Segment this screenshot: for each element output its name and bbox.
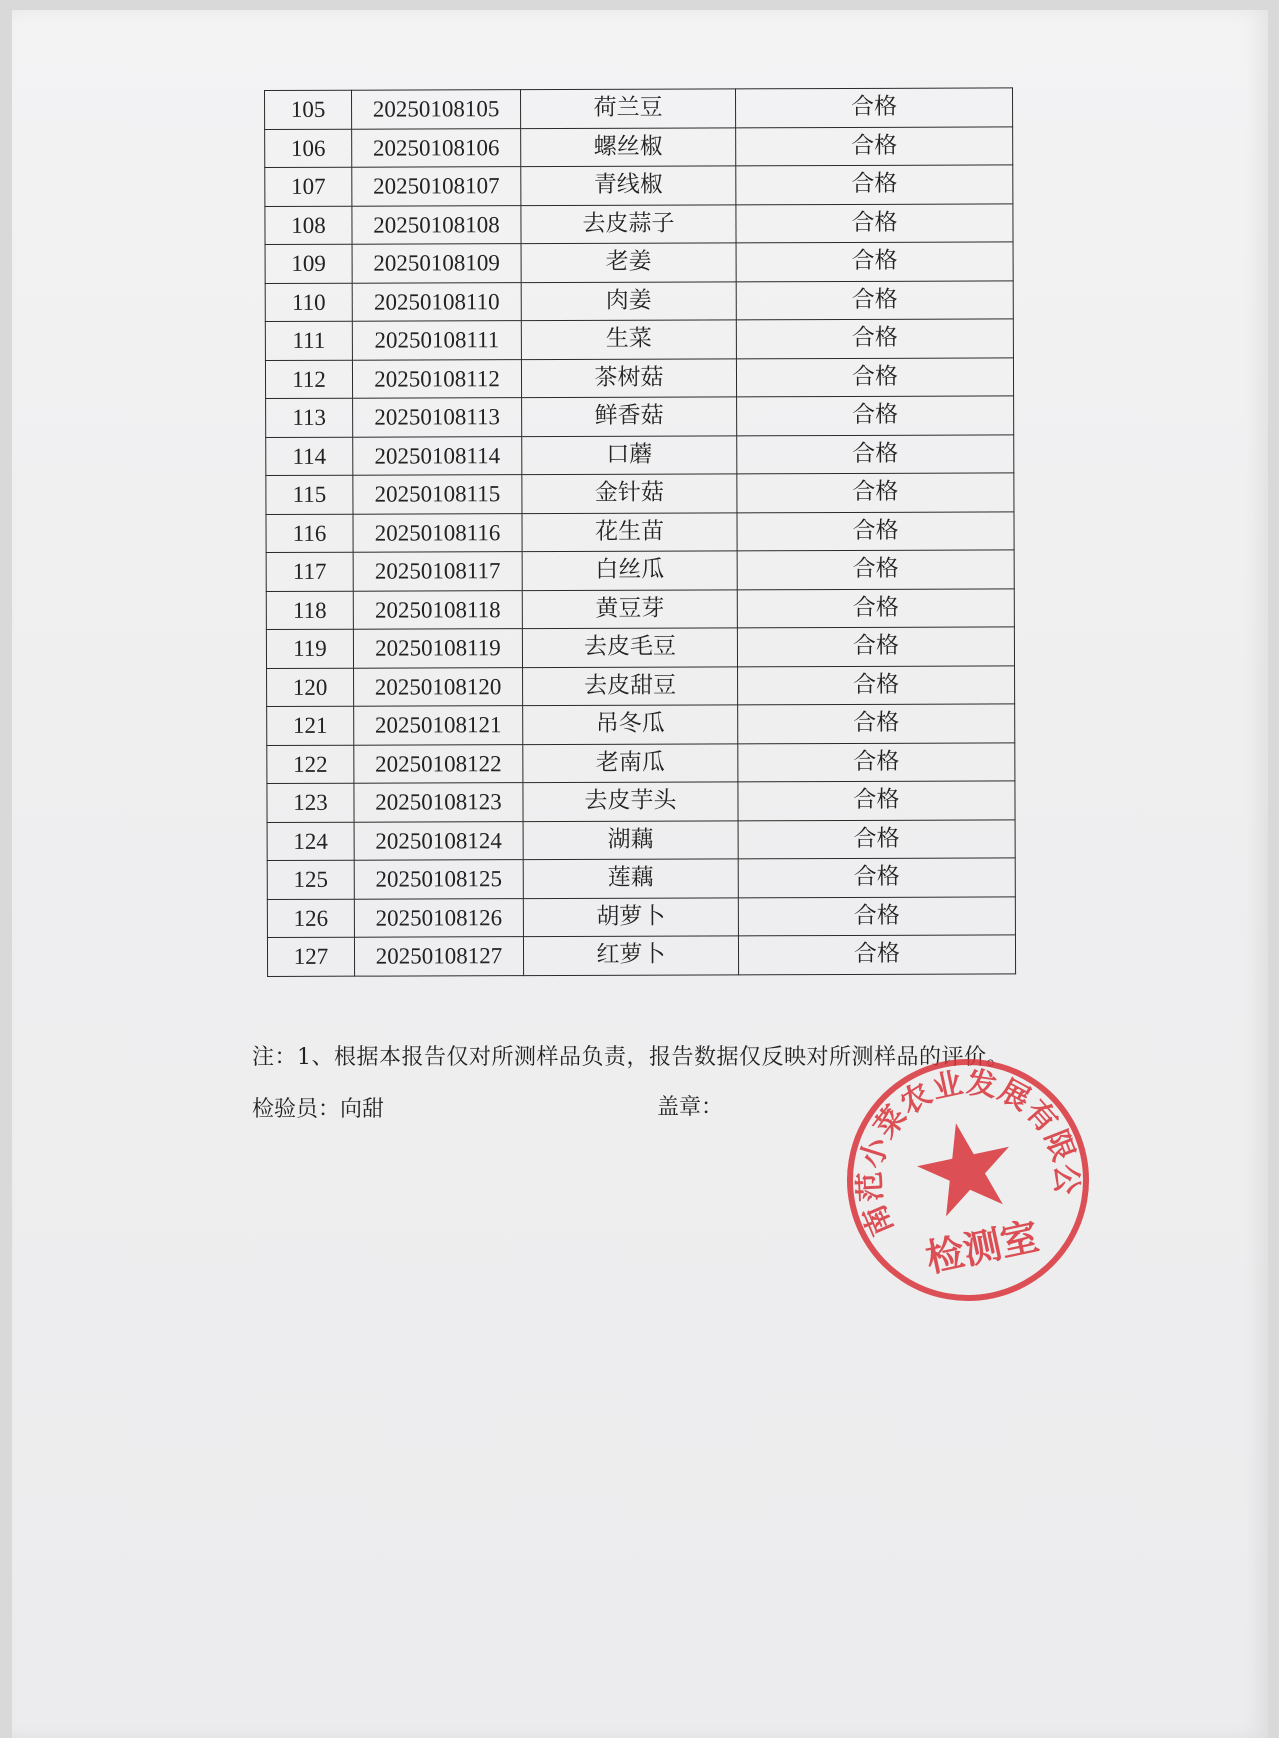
row-number-cell: 121 [267, 706, 354, 745]
table-row [267, 781, 1015, 822]
table-row [265, 126, 1013, 167]
sample-name-cell: 去皮毛豆 [522, 628, 737, 667]
sample-code-cell: 20250108120 [354, 667, 523, 706]
sample-code-cell: 20250108114 [353, 436, 522, 475]
result-cell: 合格 [737, 434, 1014, 473]
sample-code-cell: 20250108116 [353, 513, 522, 552]
sample-name-cell: 老姜 [521, 243, 736, 282]
row-number-cell: 119 [266, 629, 353, 668]
result-cell: 合格 [737, 550, 1014, 589]
table-row [265, 88, 1013, 129]
row-number-cell: 110 [265, 283, 352, 322]
sample-code-cell: 20250108119 [353, 629, 522, 668]
sample-name-cell: 去皮蒜子 [521, 204, 736, 243]
row-number-cell: 125 [267, 860, 354, 899]
row-number-cell: 115 [266, 475, 353, 514]
sample-name-cell: 老南瓜 [523, 743, 738, 782]
sample-name-cell: 金针菇 [522, 474, 737, 513]
table-row [266, 550, 1014, 591]
row-number-cell: 107 [265, 167, 352, 206]
table-row [267, 819, 1015, 860]
result-cell: 合格 [737, 396, 1014, 435]
result-cell: 合格 [738, 896, 1015, 935]
result-cell: 合格 [736, 165, 1013, 204]
row-number-cell: 116 [266, 514, 353, 553]
sample-code-cell: 20250108122 [354, 744, 523, 783]
table-row [266, 473, 1014, 514]
result-cell: 合格 [736, 126, 1013, 165]
result-cell: 合格 [736, 203, 1013, 242]
sample-code-cell: 20250108107 [352, 167, 521, 206]
seal-label: 盖章： [657, 1095, 724, 1120]
official-seal-stamp [838, 1050, 1098, 1310]
table-row [266, 627, 1014, 668]
row-number-cell: 118 [266, 591, 353, 630]
sample-code-cell: 20250108123 [354, 783, 523, 822]
sample-code-cell: 20250108127 [354, 937, 523, 976]
sample-name-cell: 茶树菇 [521, 358, 736, 397]
row-number-cell: 106 [265, 129, 352, 168]
result-cell: 合格 [738, 704, 1015, 743]
result-cell: 合格 [738, 665, 1015, 704]
row-number-cell: 117 [266, 552, 353, 591]
table-row [266, 511, 1014, 552]
row-number-cell: 122 [267, 745, 354, 784]
result-cell: 合格 [737, 588, 1014, 627]
table-row [265, 319, 1013, 360]
table-row [266, 588, 1014, 629]
sample-name-cell: 去皮甜豆 [523, 666, 738, 705]
row-number-cell: 124 [267, 822, 354, 861]
table-row [267, 858, 1015, 899]
table-row [265, 203, 1013, 244]
sample-name-cell: 口蘑 [522, 435, 737, 474]
sample-code-cell: 20250108106 [352, 128, 521, 167]
inspection-results-table [264, 87, 1016, 976]
table-body [265, 88, 1016, 976]
seal-company-text: 湖南范小菜农业发展有限公司 [852, 1065, 1084, 1241]
sample-code-cell: 20250108111 [352, 321, 521, 360]
sample-name-cell: 青线椒 [521, 166, 736, 205]
document-page [12, 10, 1268, 1738]
table-row [267, 896, 1015, 937]
result-cell: 合格 [736, 319, 1013, 358]
table-row [265, 280, 1013, 321]
row-number-cell: 105 [265, 90, 352, 129]
row-number-cell: 127 [267, 937, 354, 976]
sample-code-cell: 20250108115 [353, 475, 522, 514]
result-cell: 合格 [736, 357, 1013, 396]
result-cell: 合格 [736, 280, 1013, 319]
table-row [267, 935, 1015, 976]
row-number-cell: 120 [267, 668, 354, 707]
result-cell: 合格 [737, 511, 1014, 550]
inspector-line: 检验员：向甜 [252, 1097, 385, 1122]
sample-name-cell: 荷兰豆 [521, 89, 736, 128]
result-cell: 合格 [737, 627, 1014, 666]
result-cell: 合格 [737, 473, 1014, 512]
table-row [267, 665, 1015, 706]
table-row [265, 242, 1013, 283]
sample-name-cell: 鲜香菇 [522, 397, 737, 436]
row-number-cell: 109 [265, 244, 352, 283]
sample-name-cell: 螺丝椒 [521, 127, 736, 166]
sample-name-cell: 红萝卜 [523, 936, 738, 975]
row-number-cell: 114 [266, 437, 353, 476]
row-number-cell: 108 [265, 206, 352, 245]
sample-name-cell: 花生苗 [522, 512, 737, 551]
result-cell: 合格 [735, 88, 1012, 127]
table-row [266, 396, 1014, 437]
seal-department-text: 检测室 [922, 1214, 1043, 1281]
sample-name-cell: 吊冬瓜 [523, 705, 738, 744]
seal-star-icon [910, 1113, 1020, 1220]
sample-code-cell: 20250108112 [352, 359, 521, 398]
sample-code-cell: 20250108108 [352, 205, 521, 244]
row-number-cell: 113 [266, 398, 353, 437]
row-number-cell: 112 [265, 360, 352, 399]
result-cell: 合格 [736, 242, 1013, 281]
result-cell: 合格 [738, 781, 1015, 820]
result-cell: 合格 [738, 858, 1015, 897]
sample-name-cell: 湖藕 [523, 820, 738, 859]
sample-name-cell: 肉姜 [521, 281, 736, 320]
row-number-cell: 111 [265, 321, 352, 360]
sample-code-cell: 20250108124 [354, 821, 523, 860]
row-number-cell: 123 [267, 783, 354, 822]
sample-code-cell: 20250108117 [353, 552, 522, 591]
report-note: 注：1、根据本报告仅对所测样品负责，报告数据仅反映对所测样品的评价。 [252, 1045, 1009, 1070]
table-row [267, 704, 1015, 745]
sample-name-cell: 去皮芋头 [523, 782, 738, 821]
table-row [265, 357, 1013, 398]
sample-code-cell: 20250108105 [352, 90, 521, 129]
sample-code-cell: 20250108113 [353, 398, 522, 437]
sample-code-cell: 20250108110 [352, 282, 521, 321]
sample-code-cell: 20250108118 [353, 590, 522, 629]
result-cell: 合格 [738, 742, 1015, 781]
table-row [267, 742, 1015, 783]
sample-name-cell: 莲藕 [523, 859, 738, 898]
sample-name-cell: 黄豆芽 [522, 589, 737, 628]
row-number-cell: 126 [267, 899, 354, 938]
sample-name-cell: 白丝瓜 [522, 551, 737, 590]
sample-code-cell: 20250108126 [354, 898, 523, 937]
sample-name-cell: 胡萝卜 [523, 897, 738, 936]
sample-code-cell: 20250108121 [354, 706, 523, 745]
sample-code-cell: 20250108125 [354, 860, 523, 899]
sample-code-cell: 20250108109 [352, 244, 521, 283]
table-row [266, 434, 1014, 475]
table-row [265, 165, 1013, 206]
sample-name-cell: 生菜 [521, 320, 736, 359]
result-cell: 合格 [738, 819, 1015, 858]
result-cell: 合格 [738, 935, 1015, 974]
